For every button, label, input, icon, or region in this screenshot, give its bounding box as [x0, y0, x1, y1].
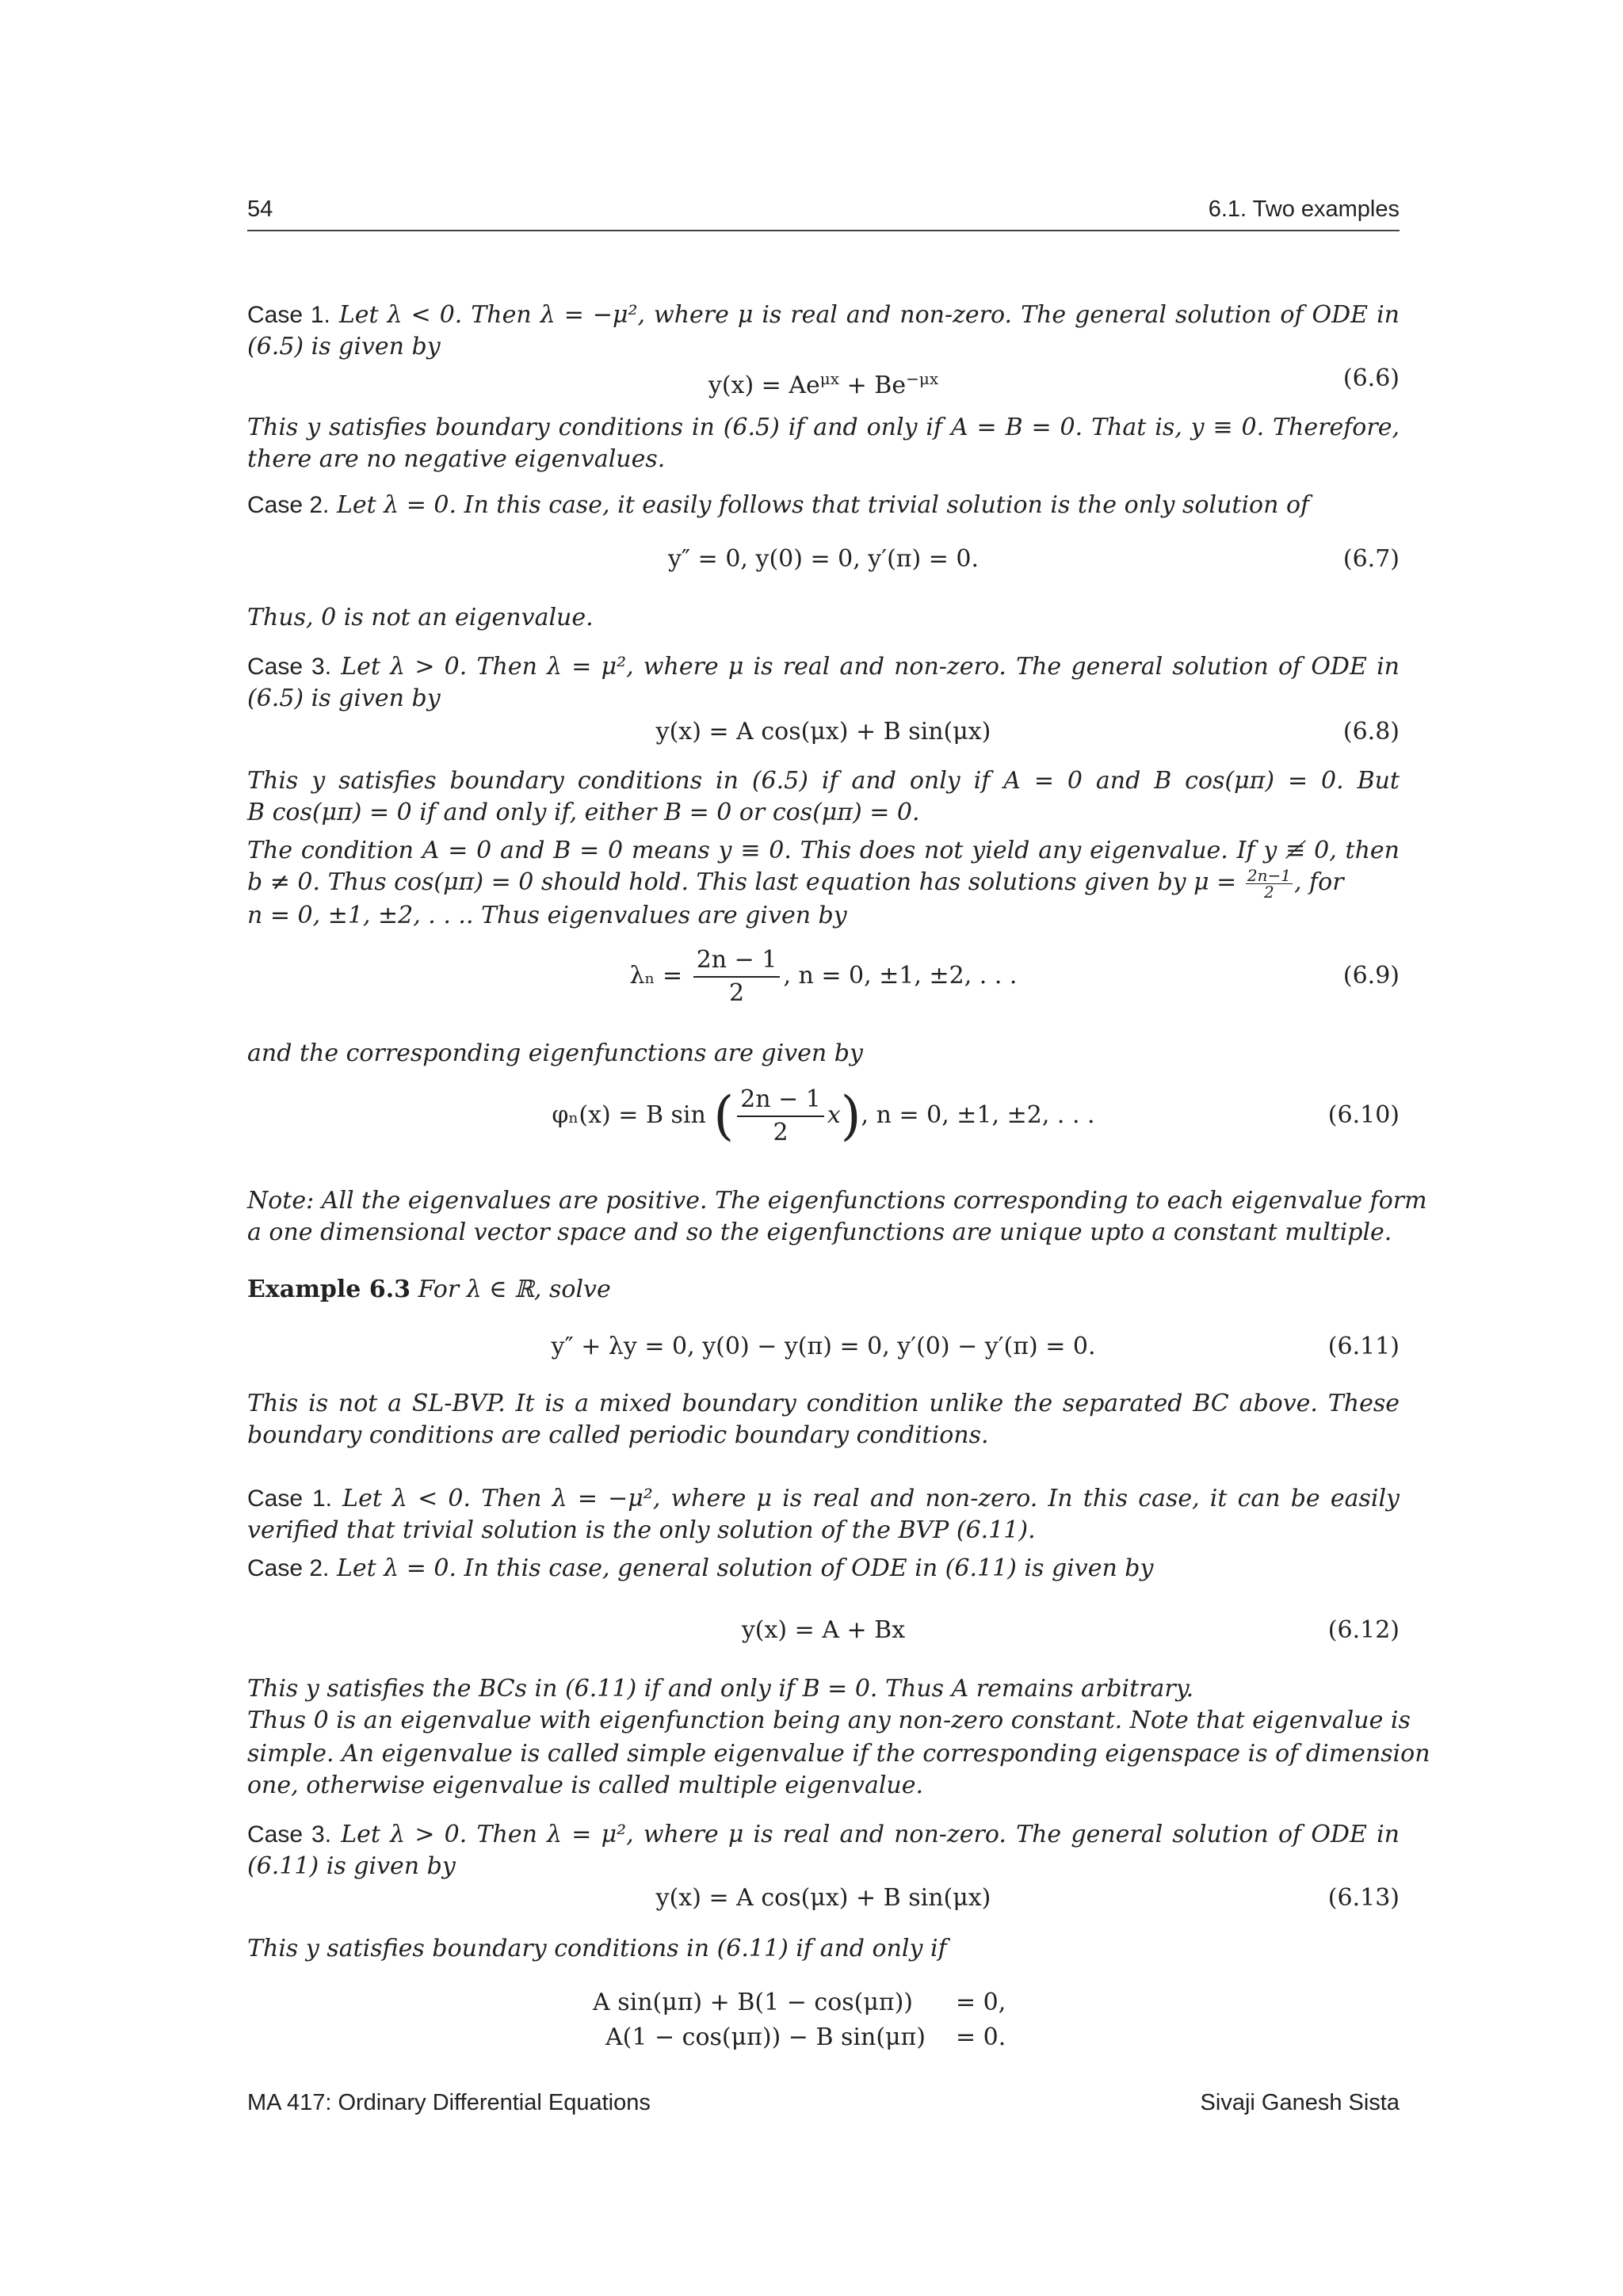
equation-body — [247, 941, 1400, 1011]
case2-line2: Thus, 0 is not an eigenvalue. — [247, 604, 594, 631]
case-label: Case 3. — [247, 1821, 332, 1848]
ex-case2-line5: one, otherwise eigenvalue is called multiple eigenvalue. — [247, 1772, 924, 1799]
paragraph-text: Let λ < 0. Then λ = −μ², where μ is real and non-zero. In this case, it can be easily — [342, 1485, 1400, 1512]
case-label: Case 1. — [247, 302, 330, 328]
system-row2-lhs: A(1 − cos(μπ)) − B sin(μπ) — [605, 2023, 926, 2051]
case-label: Case 2. — [247, 492, 330, 518]
ex-case2-line4: simple. An eigenvalue is called simple eigenvalue if the corresponding eigenspace is of dimension — [247, 1740, 1430, 1768]
case3-line5: The condition A = 0 and B = 0 means y ≡ 0. This does not yield any eigenvalue. If y ≢ 0, then — [247, 837, 1400, 864]
superscript: μx — [819, 369, 840, 388]
ex-case2-line2: This y satisfies the BCs in (6.11) if and only if B = 0. Thus A remains arbitrary. — [247, 1675, 1194, 1703]
ex-case1-line1 — [247, 1483, 1400, 1515]
ex-case1-line2: verified that trivial solution is the only solution of the BVP (6.11). — [247, 1516, 1036, 1544]
equation-body: y(x) = A cos(μx) + B sin(μx) — [655, 1884, 991, 1912]
case3-line4: B cos(μπ) = 0 if and only if, either B = 0 or cos(μπ) = 0. — [247, 799, 920, 826]
inline-fraction — [1246, 865, 1293, 902]
equation-number: (6.7) — [1342, 545, 1400, 573]
example-heading — [247, 1274, 1400, 1306]
paragraph-text: Let λ > 0. Then λ = μ², where μ is real and non-zero. The general solution of ODE in — [341, 653, 1400, 681]
case-label: Case 2. — [247, 1555, 330, 1581]
document-page — [247, 0, 1430, 2296]
equation-lhs: λₙ = — [629, 962, 683, 990]
equation-number: (6.13) — [1327, 1884, 1400, 1912]
fraction-denominator: 2 — [1264, 882, 1274, 902]
ex-case3-line2: (6.11) is given by — [247, 1852, 456, 1880]
fraction-denominator: 2 — [773, 1119, 789, 1146]
equation-number: (6.12) — [1327, 1616, 1400, 1644]
equation-number: (6.11) — [1327, 1333, 1400, 1360]
system-row1-lhs: A sin(μπ) + B(1 − cos(μπ)) — [593, 1989, 913, 2016]
case3-line8: and the corresponding eigenfunctions are given by — [247, 1039, 863, 1067]
equation-body: y(x) = A cos(μx) + B sin(μx) — [655, 718, 991, 746]
equation-number: (6.8) — [1342, 718, 1400, 746]
paragraph-text: , for — [1293, 868, 1344, 896]
example-line2: boundary conditions are called periodic boundary conditions. — [247, 1421, 989, 1449]
equation-number: (6.9) — [1342, 962, 1400, 990]
ex-case2-line1 — [247, 1553, 1400, 1585]
equation-number: (6.10) — [1327, 1101, 1400, 1129]
paragraph-text: Let λ > 0. Then λ = μ², where μ is real and non-zero. The general solution of ODE in — [341, 1821, 1400, 1848]
note-line2: a one dimensional vector space and so the eigenfunctions are unique upto a constant multiple. — [247, 1219, 1392, 1246]
equation-body: $y(x) = Ae^{\mu x} + Be^{-\mu x}$ — [708, 369, 939, 399]
section-title: 6.1. Two examples — [1208, 196, 1400, 222]
fraction — [737, 1084, 824, 1149]
case3-line7: n = 0, ±1, ±2, . . .. Thus eigenvalues are given by — [247, 902, 847, 929]
paragraph-text: b ≠ 0. Thus cos(μπ) = 0 should hold. This last equation has solutions given by μ = — [247, 868, 1237, 896]
ex-case3-line3: This y satisfies boundary conditions in (6.11) if and only if — [247, 1935, 947, 1962]
paragraph-text: Let λ < 0. Then λ = −μ², where μ is real and non-zero. The general solution of ODE in — [338, 301, 1400, 329]
system-row2-rhs: = 0. — [956, 2023, 1006, 2051]
variable-x: x — [827, 1101, 841, 1129]
fraction-numerator: 2n−1 — [1247, 865, 1291, 885]
superscript: −μx — [906, 369, 939, 388]
equation-rhs: , n = 0, ±1, ±2, . . . — [861, 1101, 1095, 1129]
fraction — [693, 944, 781, 1009]
left-paren: ( — [713, 1085, 735, 1146]
case3-line1 — [247, 651, 1400, 683]
case3-line3: This y satisfies boundary conditions in (6.5) if and only if A = 0 and B cos(μπ) = 0. But — [247, 767, 1400, 795]
equation-lhs: φₙ(x) = B sin — [552, 1101, 706, 1129]
equation-body: y″ = 0, y(0) = 0, y′(π) = 0. — [667, 545, 980, 573]
note-line1: Note: All the eigenvalues are positive. The eigenfunctions corresponding to each eigenvalue form — [247, 1187, 1427, 1215]
equation-number: (6.6) — [1342, 364, 1400, 392]
case2-line1 — [247, 490, 1400, 521]
course-title: MA 417: Ordinary Differential Equations — [247, 2090, 651, 2115]
equation-body: y″ + λy = 0, y(0) − y(π) = 0, y′(0) − y′(π) = 0. — [551, 1333, 1096, 1360]
case1-line1 — [247, 299, 1400, 331]
equation-body: y(x) = A + Bx — [741, 1616, 906, 1644]
example-label: Example 6.3 — [247, 1276, 411, 1303]
author-name: Sivaji Ganesh Sista — [1200, 2090, 1400, 2115]
fraction-numerator: 2n − 1 — [737, 1084, 824, 1117]
paragraph-text: For λ ∈ ℝ, solve — [418, 1276, 611, 1303]
paragraph-text: Let λ = 0. In this case, general solution of ODE in (6.11) is given by — [336, 1554, 1154, 1582]
system-row1-rhs: = 0, — [956, 1989, 1006, 2016]
case-label: Case 3. — [247, 654, 332, 680]
case1-line4: there are no negative eigenvalues. — [247, 445, 666, 473]
example-line1: This is not a SL-BVP. It is a mixed boundary condition unlike the separated BC above. These — [247, 1390, 1400, 1417]
running-header — [247, 196, 1400, 231]
case1-line3: This y satisfies boundary conditions in (6.5) if and only if A = B = 0. That is, y ≡ 0. Therefore, — [247, 414, 1400, 441]
equation-rhs: , n = 0, ±1, ±2, . . . — [783, 962, 1018, 990]
ex-case2-line3: Thus 0 is an eigenvalue with eigenfunction being any non-zero constant. Note that eigenvalue is — [247, 1707, 1411, 1734]
fraction-denominator: 2 — [729, 979, 745, 1007]
case-label: Case 1. — [247, 1486, 332, 1512]
case3-line6 — [247, 867, 1400, 900]
case3-line2: (6.5) is given by — [247, 685, 441, 712]
paragraph-text: Let λ = 0. In this case, it easily follows that trivial solution is the only solution of — [336, 491, 1310, 519]
fraction-numerator: 2n − 1 — [693, 944, 781, 978]
page-number: 54 — [247, 196, 273, 222]
right-paren: ) — [840, 1085, 861, 1146]
case1-line2: (6.5) is given by — [247, 333, 441, 360]
equation-body — [247, 1081, 1400, 1150]
ex-case3-line1 — [247, 1819, 1400, 1851]
